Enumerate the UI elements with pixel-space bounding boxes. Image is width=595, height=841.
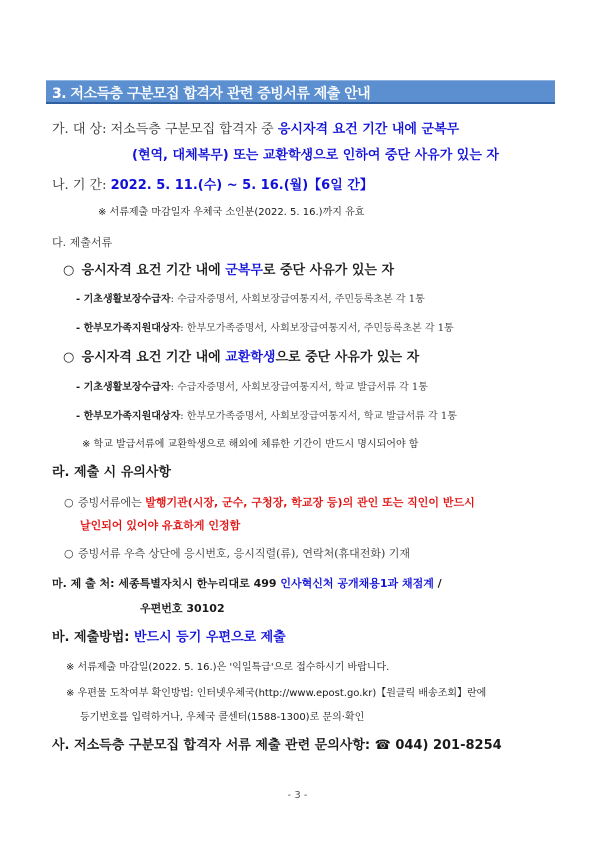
submit-method-line	[52, 630, 286, 646]
submit-method-label: 바. 제출방법:	[52, 630, 134, 645]
doc-group-2-heading	[63, 350, 419, 366]
target-highlight-1: 응시자격 요건 기간 내에 군복무	[277, 122, 460, 137]
precaution-item-1-red-1: 발행기관(시장, 군수, 구청장, 학교장 등)의 관인 또는 직인이 반드시	[145, 496, 475, 509]
doc-group-2-item-1	[76, 380, 428, 396]
documents-label: 다. 제출서류	[52, 236, 113, 249]
doc-group-1-highlight: 군복무	[225, 263, 263, 278]
precaution-item-1-red-2: 날인되어 있어야 유효하게 인정함	[80, 519, 241, 532]
submit-method-value: 반드시 등기 우편으로 제출	[133, 630, 286, 645]
doc-group-2-item-2-label: - 한부모가족지원대상자	[76, 411, 181, 422]
target-line	[52, 122, 459, 138]
doc-group-1-post: 로 중단 사유가 있는 자	[262, 263, 395, 278]
postcode: 우편번호 30102	[140, 602, 225, 615]
precaution-item-1	[64, 495, 475, 511]
doc-group-1-item-1-text: : 수급자증명서, 사회보장급여통지서, 주민등록초본 각 1통	[170, 294, 425, 305]
period-value: 2022. 5. 11.(수) ~ 5. 16.(월)【6일 간】	[110, 178, 373, 193]
doc-group-1-item-2-text: : 한부모가족증명서, 사회보장급여통지서, 주민등록초본 각 1통	[180, 323, 454, 334]
precautions-label: 라. 제출 시 유의사항	[52, 465, 171, 480]
page-number: - 3 -	[287, 790, 308, 801]
doc-group-1-heading	[63, 263, 394, 279]
target-label: 가. 대 상:	[52, 122, 111, 137]
period-label: 나. 기 간:	[52, 178, 111, 193]
doc-group-2-item-2	[76, 409, 457, 425]
section-title-bar	[46, 80, 555, 104]
doc-group-1-item-1	[76, 292, 425, 308]
period-line	[52, 178, 373, 194]
doc-group-1-item-2-label: - 한부모가족지원대상자	[76, 323, 181, 334]
submit-method-note-2a: ※ 우편물 도착여부 확인방법: 인터넷우체국(http://www.epost.go.kr)【원클릭 배송조회】란에	[66, 688, 487, 699]
circle-bullet-icon: ○	[63, 350, 75, 365]
submit-address-highlight: 인사혁신처 공개채용1과 채점계	[280, 577, 434, 590]
precaution-item-2-text: 증빙서류 우측 상단에 응시번호, 응시직렬(류), 연락처(휴대전화) 기재	[78, 547, 411, 560]
target-text: 저소득층 구분모집 합격자 중	[110, 122, 278, 137]
period-note: ※ 서류제출 마감일자 우체국 소인분(2022. 5. 16.)까지 유효	[98, 207, 365, 218]
section-title: 3. 저소득층 구분모집 합격자 관련 증빙서류 제출 안내	[52, 86, 371, 102]
circle-bullet-icon: ○	[63, 263, 75, 278]
submit-address: 세종특별자치시 한누리대로 499	[118, 577, 281, 590]
target-highlight-2: (현역, 대체복무) 또는 교환학생으로 인하여 중단 사유가 있는 자	[132, 148, 499, 163]
precaution-item-2	[64, 546, 410, 562]
inquiry-line: 사. 저소득층 구분모집 합격자 서류 제출 관련 문의사항: ☎ 044) 201-8254	[52, 738, 502, 753]
circle-bullet-icon: ○	[64, 496, 74, 509]
doc-group-2-pre: 응시자격 요건 기간 내에	[81, 350, 226, 365]
doc-group-2-note: ※ 학교 발급서류에 교환학생으로 해외에 체류한 기간이 반드시 명시되어야 함	[82, 439, 419, 450]
submit-method-note-1: ※ 서류제출 마감일(2022. 5. 16.)은 '익일특급'으로 접수하시기 바랍니다.	[66, 662, 390, 673]
submit-address-slash: /	[433, 577, 442, 590]
doc-group-2-item-1-text: : 수급자증명서, 사회보장급여통지서, 학교 발급서류 각 1통	[170, 382, 428, 393]
doc-group-1-item-1-label: - 기초생활보장수급자	[76, 294, 171, 305]
doc-group-2-item-1-label: - 기초생활보장수급자	[76, 382, 171, 393]
doc-group-1-pre: 응시자격 요건 기간 내에	[81, 263, 226, 278]
circle-bullet-icon: ○	[64, 547, 74, 560]
doc-group-2-highlight: 교환학생	[225, 350, 276, 365]
submit-address-line	[52, 576, 442, 592]
doc-group-1-item-2	[76, 321, 454, 337]
submit-method-note-2b: 등기번호를 입력하거나, 우체국 콜센터(1588-1300)로 문의·확인	[80, 712, 365, 723]
doc-group-2-post: 으로 중단 사유가 있는 자	[275, 350, 420, 365]
precaution-item-1-pre: 증빙서류에는	[78, 496, 146, 509]
submit-address-label: 마. 제 출 처:	[52, 577, 119, 590]
doc-group-2-item-2-text: : 한부모가족증명서, 사회보장급여통지서, 학교 발급서류 각 1통	[180, 411, 457, 422]
